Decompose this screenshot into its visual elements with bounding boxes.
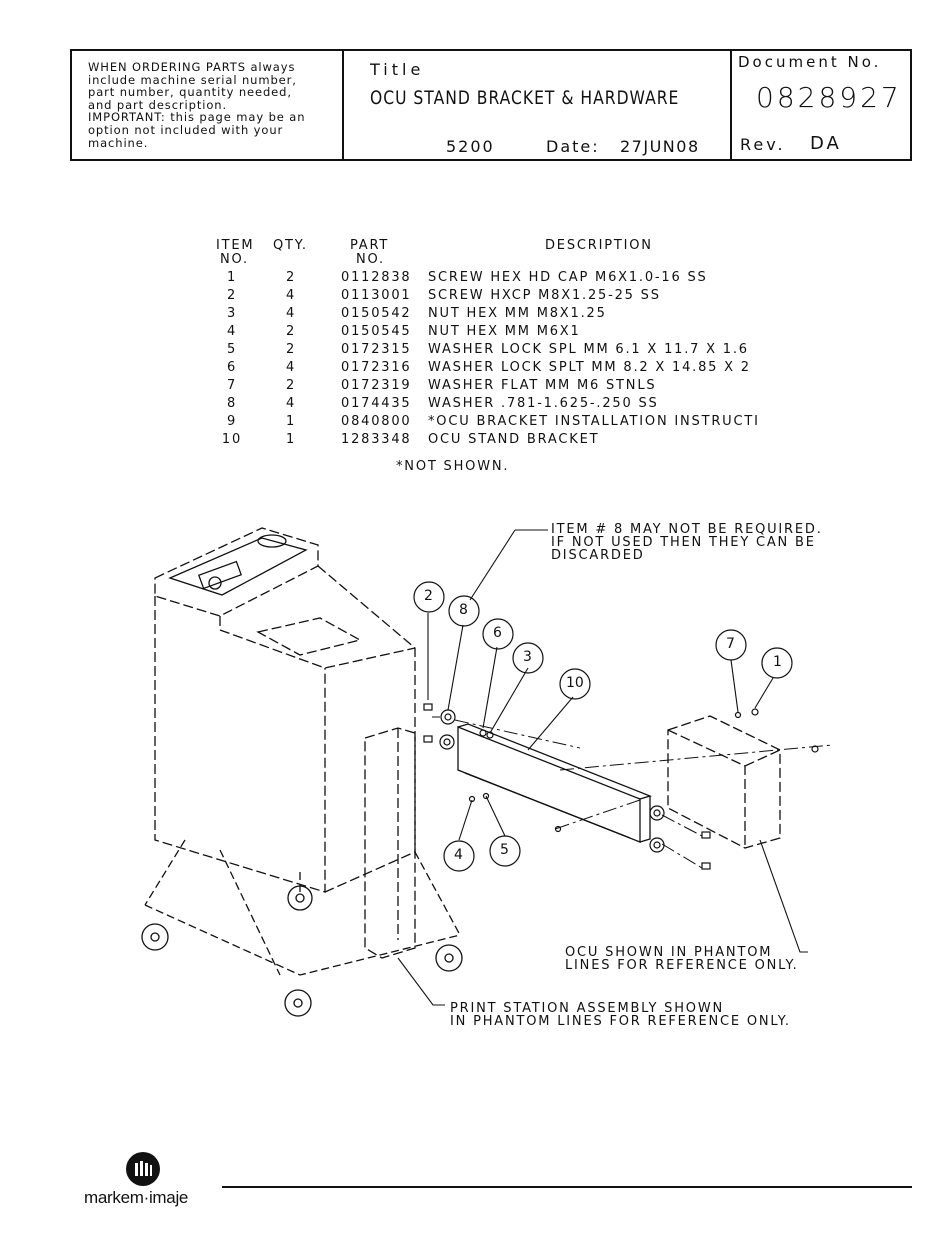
balloon-label-7: 7 [726, 636, 735, 652]
ocu-unit [668, 716, 780, 848]
note-print-station-line: PRINT STATION ASSEMBLY SHOWN [450, 1001, 725, 1016]
cell-qty: 1 [285, 432, 297, 447]
cell-description: NUT HEX MM M6X1 [428, 324, 581, 339]
balloon-label-5: 5 [500, 842, 509, 858]
balloon-label-10: 10 [566, 675, 584, 691]
header-item-no: NO. [220, 252, 249, 267]
cell-qty: 2 [285, 378, 297, 393]
cell-item: 3 [226, 306, 238, 321]
logo-text: markem·imaje [84, 1188, 189, 1207]
cell-description: WASHER LOCK SPL MM 6.1 X 11.7 X 1.6 [428, 342, 749, 357]
note-item-8-line: DISCARDED [551, 548, 645, 563]
title-section [344, 51, 732, 159]
cell-description: SCREW HEX HD CAP M6X1.0-16 SS [428, 270, 708, 285]
cell-qty: 2 [285, 324, 297, 339]
header-item: ITEM [216, 238, 255, 253]
cell-item: 5 [226, 342, 238, 357]
revision-label: Rev. [740, 135, 786, 154]
balloon-label-1: 1 [773, 654, 782, 670]
cell-part: 0172319 [341, 378, 412, 393]
cell-qty: 4 [285, 396, 297, 411]
note-ocu-line: LINES FOR REFERENCE ONLY. [565, 958, 799, 973]
cell-part: 1283348 [341, 432, 412, 447]
ordering-note: WHEN ORDERING PARTS always include machine serial number, part number, quantity needed, and part description. IMPORTANT: this page may be an option not included with your machine. [72, 51, 344, 159]
printer-cabinet [155, 528, 415, 892]
cell-qty: 4 [285, 306, 297, 321]
markem-imaje-logo [84, 1152, 204, 1212]
note-ocu-line: OCU SHOWN IN PHANTOM [565, 945, 773, 960]
note-item-8-line: IF NOT USED THEN THEY CAN BE [551, 535, 816, 550]
document-number-label: Document No. [738, 53, 882, 71]
header-part: PART [350, 238, 390, 253]
header-description: DESCRIPTION [545, 238, 653, 253]
printer-legs [145, 840, 460, 975]
document-number: 0828927 [756, 81, 902, 114]
assembly-center-lines [432, 717, 832, 868]
print-station-upright [365, 728, 415, 958]
cell-qty: 2 [285, 342, 297, 357]
cell-item: 8 [226, 396, 238, 411]
date-label: Date: [546, 137, 600, 156]
cell-part: 0174435 [341, 396, 412, 411]
cell-part: 0172315 [341, 342, 412, 357]
logo-bars-icon [126, 1152, 160, 1186]
cell-part: 0112838 [341, 270, 412, 285]
cell-description: NUT HEX MM M8X1.25 [428, 306, 607, 321]
title-label: Title [370, 60, 425, 79]
model-number: 5200 [446, 137, 495, 156]
cell-item: 2 [226, 288, 238, 303]
exploded-assembly-diagram [0, 500, 950, 1060]
note-item-8 [551, 523, 823, 562]
cell-part: 0172316 [341, 360, 412, 375]
cell-item: 6 [226, 360, 238, 375]
title-block [70, 49, 912, 161]
cell-description: WASHER FLAT MM M6 STNLS [428, 378, 657, 393]
cell-description: WASHER LOCK SPLT MM 8.2 X 14.85 X 2 [428, 360, 751, 375]
note-print-station-line: IN PHANTOM LINES FOR REFERENCE ONLY. [450, 1014, 791, 1029]
cell-qty: 2 [285, 270, 297, 285]
caster-wheels [142, 886, 462, 1016]
balloon-label-3: 3 [523, 649, 532, 665]
cell-item: 9 [226, 414, 238, 429]
cell-item: 7 [226, 378, 238, 393]
balloon-label-2: 2 [424, 588, 433, 604]
cell-part: 0150545 [341, 324, 412, 339]
balloon-label-4: 4 [454, 847, 463, 863]
header-qty: QTY. [273, 238, 308, 253]
cell-part: 0113001 [341, 288, 412, 303]
footer-rule [222, 1186, 912, 1188]
logo-mark-icon [126, 1152, 160, 1186]
note-item-8-line: ITEM # 8 MAY NOT BE REQUIRED. [551, 522, 823, 537]
cell-part: 0150542 [341, 306, 412, 321]
cell-description: WASHER .781-1.625-.250 SS [428, 396, 659, 411]
cell-part: 0840800 [341, 414, 412, 429]
cell-description: SCREW HXCP M8X1.25-25 SS [428, 288, 661, 303]
cell-description: OCU STAND BRACKET [428, 432, 600, 447]
date-value: 27JUN08 [620, 137, 700, 156]
balloon-label-8: 8 [459, 602, 468, 618]
cell-qty: 1 [285, 414, 297, 429]
document-section [732, 51, 910, 159]
printer-control-panel [170, 535, 306, 595]
header-part-no: NO. [356, 252, 385, 267]
cell-qty: 4 [285, 288, 297, 303]
balloon-label-6: 6 [493, 625, 502, 641]
document-title: OCU STAND BRACKET & HARDWARE [370, 87, 680, 109]
cell-item: 4 [226, 324, 238, 339]
cell-description: *OCU BRACKET INSTALLATION INSTRUCTI [428, 414, 760, 429]
not-shown-footnote: *NOT SHOWN. [396, 459, 510, 474]
cell-item: 10 [221, 432, 243, 447]
revision-value: DA [810, 133, 842, 154]
cell-qty: 4 [285, 360, 297, 375]
cell-item: 1 [226, 270, 238, 285]
note-ocu-phantom [565, 946, 799, 972]
note-print-station-phantom [450, 1002, 791, 1028]
